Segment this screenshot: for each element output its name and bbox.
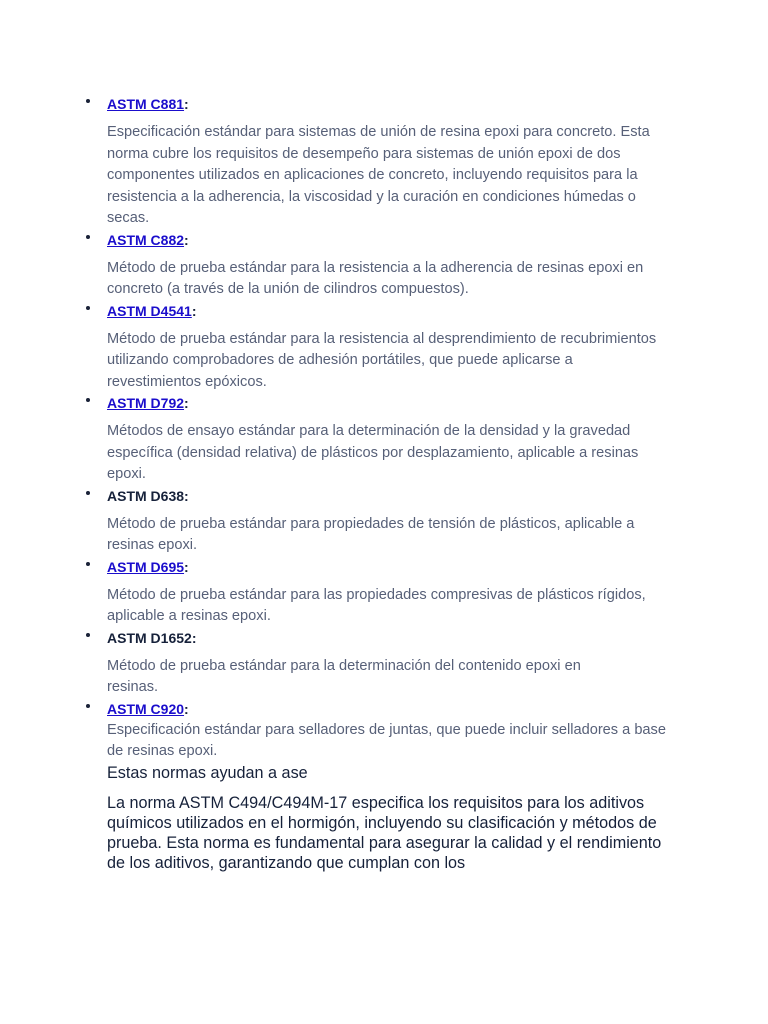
standard-code-line: ASTM D792: <box>107 395 189 411</box>
standard-code-line: ASTM D1652: <box>107 629 197 646</box>
bullet-icon <box>86 235 90 239</box>
standard-description: Método de prueba estándar para propiedades de tensión de plásticos, aplicable a resinas epoxi. <box>107 515 635 553</box>
standard-code-line: ASTM C881: <box>107 96 189 112</box>
standard-code-astm-d638: ASTM D638 <box>107 487 185 504</box>
standard-description: Especificación estándar para sistemas de unión de resina epoxi para concreto. Esta norma cubre los requisitos de desempeño para sistemas de unión epoxi de dos componentes utilizados en aplicaciones de concreto, incluyendo requisitos para la resistencia a la adherencia, la viscosidad y la curación en condiciones húmedas o secas. <box>107 124 650 226</box>
bullet-icon <box>86 491 90 495</box>
bullet-icon <box>86 306 90 310</box>
standard-code-line: ASTM C882: <box>107 231 189 248</box>
bullet-icon <box>86 562 90 566</box>
list-item-astm-d4541 <box>107 301 667 394</box>
standard-description: Método de prueba estándar para la resistencia a la adherencia de resinas epoxi en concreto (a través de la unión de cilindros compuestos). <box>107 259 644 297</box>
standard-link-astm-d4541[interactable]: ASTM D4541 <box>107 302 192 319</box>
list-item-astm-d792 <box>107 393 667 486</box>
bullet-icon <box>86 633 90 637</box>
standard-link-astm-c920[interactable]: ASTM C920 <box>107 700 185 717</box>
standard-description: Especificación estándar para selladores de juntas, que puede incluir selladores a base de resinas epoxi. <box>107 721 666 759</box>
bullet-icon <box>86 704 90 708</box>
standard-description: Método de prueba estándar para las propiedades compresivas de plásticos rígidos, aplicable a resinas epoxi. <box>107 586 646 624</box>
standard-code-line: ASTM C920: <box>107 700 189 717</box>
standard-link-astm-d792[interactable]: ASTM D792 <box>107 395 185 411</box>
standard-link-astm-c881[interactable]: ASTM C881 <box>107 96 185 112</box>
list-item-astm-c920 <box>107 699 667 763</box>
standard-link-astm-d695[interactable]: ASTM D695 <box>107 558 185 575</box>
standard-description: Métodos de ensayo estándar para la determinación de la densidad y la gravedad específica (densidad relativa) de plásticos por desplazamiento, aplicable a resinas epoxi. <box>107 423 639 482</box>
standard-code-astm-d1652: ASTM D1652 <box>107 629 192 646</box>
list-item-astm-d638 <box>107 486 667 557</box>
list-item-astm-c882 <box>107 230 667 301</box>
standard-description: Método de prueba estándar para la resistencia al desprendimiento de recubrimientos utilizando comprobadores de adhesión portátiles, que puede aplicarse a revestimientos epóxicos. <box>107 330 657 390</box>
bullet-icon <box>86 99 90 103</box>
standard-link-astm-c882[interactable]: ASTM C882 <box>107 231 185 248</box>
standard-description: Método de prueba estándar para la determinación del contenido epoxi en resinas. <box>107 657 581 695</box>
standard-code-line: ASTM D638: <box>107 487 189 504</box>
standard-code-line: ASTM D695: <box>107 558 189 575</box>
closing-paragraph: La norma ASTM C494/C494M-17 especifica los requisitos para los aditivos químicos utilizados en el hormigón, incluyendo su clasificación y métodos de prueba. Esta norma es fundamental para asegurar la calidad y el rendimiento de los aditivos, garantizando que cumplan con los <box>107 793 662 872</box>
list-item-astm-d1652 <box>107 628 667 699</box>
after-list-line: Estas normas ayudan a ase <box>107 763 308 782</box>
document-body <box>107 94 667 873</box>
list-item-astm-c881 <box>107 94 667 230</box>
list-item-astm-d695 <box>107 557 667 628</box>
standards-list <box>107 94 667 763</box>
standard-code-line: ASTM D4541: <box>107 302 197 319</box>
bullet-icon <box>86 398 90 402</box>
